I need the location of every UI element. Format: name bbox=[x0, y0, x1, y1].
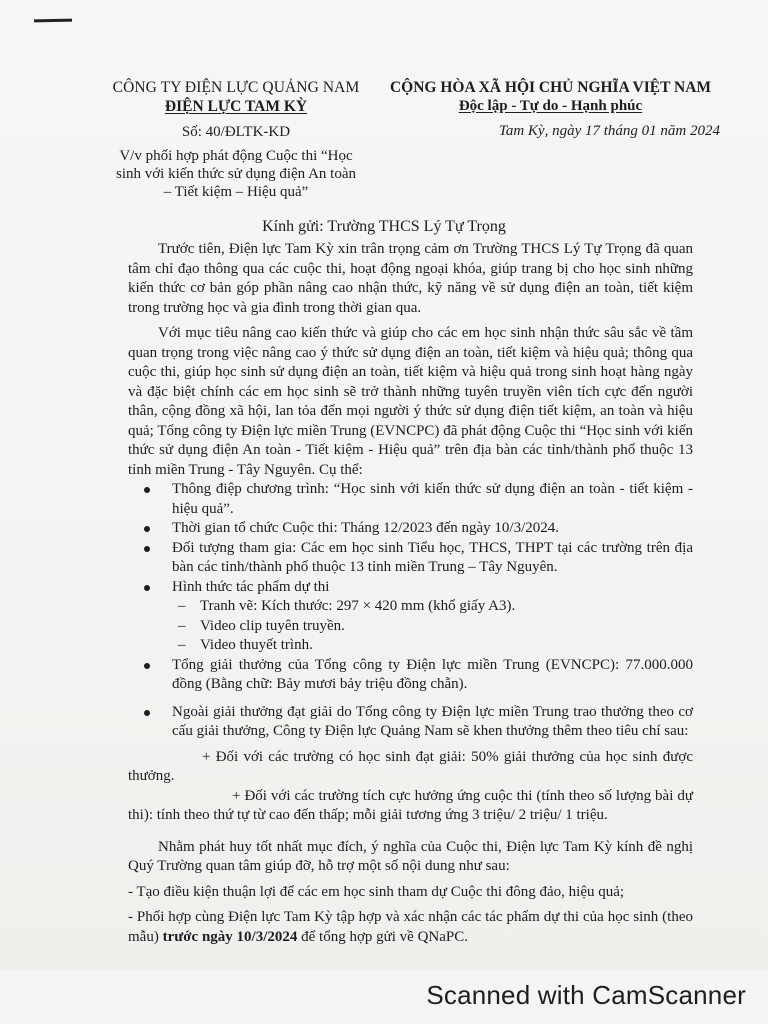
bullet-icon bbox=[144, 487, 150, 493]
bullet-time: Thời gian tổ chức Cuộc thi: Tháng 12/2023 đến ngày 10/3/2024. bbox=[172, 520, 559, 536]
closing-item-1: - Tạo điều kiện thuận lợi để các em học sinh tham dự Cuộc thi đông đảo, hiệu quả; bbox=[128, 883, 625, 900]
paragraph-thanks: Trước tiên, Điện lực Tam Kỳ xin trân trọng cảm ơn Trường THCS Lý Tự Trọng đã quan tâm chỉ đạo thông qua các cuộc thi, hoạt động ngoại khóa, giúp trang bị cho học sinh những kiến thức cơ bản góp phần nâng cao nhận thức, kỹ năng về sử dụng điện an toàn, tiết kiệm trong trường học và gia đình trong thời gian qua. bbox=[128, 241, 693, 316]
camscanner-watermark: Scanned with CamScanner bbox=[426, 980, 746, 1010]
criteria-participation: + Đối với các trường tích cực hưởng ứng cuộc thi (tính theo số lượng bài dự thi): tính theo thứ tự từ cao đến thấp; mỗi giải tương ứng 3 triệu/ 2 triệu/ 1 triệu. bbox=[128, 787, 693, 823]
bullet-icon bbox=[144, 710, 150, 716]
closing-item-2-text: - Phối hợp cùng Điện lực Tam Kỳ tập hợp và xác nhận các tác phẩm dự thi của học sinh (theo mẫu) bbox=[128, 909, 693, 945]
subject-line: sinh với kiến thức sử dụng điện An toàn bbox=[115, 166, 356, 182]
closing-item-2 bbox=[128, 908, 693, 947]
list-item bbox=[128, 578, 693, 598]
list-item: – Video thuyết trình. bbox=[128, 636, 693, 656]
criteria-winners: + Đối với các trường có học sinh đạt giải: 50% giải thưởng của học sinh được thưởng. bbox=[128, 748, 693, 784]
format-item: Tranh vẽ: Kích thước: 297 × 420 mm (khổ giấy A3). bbox=[200, 598, 516, 614]
subject-line: V/v phối hợp phát động Cuộc thi “Học bbox=[119, 148, 353, 164]
document-number: Số: 40/ĐLTK-KD bbox=[181, 124, 291, 140]
list-item bbox=[128, 539, 693, 578]
list-item bbox=[128, 703, 693, 742]
list-item: – Video clip tuyên truyền. bbox=[128, 617, 693, 637]
company-name: CÔNG TY ĐIỆN LỰC QUẢNG NAM bbox=[112, 79, 360, 96]
paragraph-purpose: Với mục tiêu nâng cao kiến thức và giúp cho các em học sinh nhận thức sâu sắc về tầm quan trọng trong việc nâng cao ý thức sử dụng điện an toàn, tiết kiệm và hiệu quả; thông qua cuộc thi, giúp học sinh sử dụng điện an toàn, tiết kiệm và hiệu quả trong sinh hoạt hàng ngày và đặc biệt chính các em học sinh sẽ trở thành những tuyên truyền viên tích cực đến người thân, cộng đồng xã hội, lan tỏa đến mọi người ý thức sử dụng điện tiết kiệm, an toàn và hiệu quả; Tổng công ty Điện lực miền Trung (EVNCPC) đã phát động Cuộc thi “Học sinh với kiến thức sử dụng điện An toàn - Tiết kiệm - Hiệu quả” trên địa bàn các tỉnh/thành phố thuộc 13 tỉnh miền Trung - Tây Nguyên. Cụ thể: bbox=[128, 325, 693, 478]
list-item bbox=[128, 519, 693, 539]
bullet-icon bbox=[144, 546, 150, 552]
branch-name: ĐIỆN LỰC TAM KỲ bbox=[164, 98, 308, 115]
bullet-icon bbox=[144, 663, 150, 669]
scan-mark bbox=[34, 19, 72, 23]
subject-line: – Tiết kiệm – Hiệu quả” bbox=[163, 184, 309, 200]
greeting: Kính gửi: Trường THCS Lý Tự Trọng bbox=[262, 218, 506, 235]
list-item: – Tranh vẽ: Kích thước: 297 × 420 mm (khổ giấy A3). bbox=[128, 597, 693, 617]
national-motto: Độc lập - Tự do - Hạnh phúc bbox=[458, 98, 643, 114]
format-item: Video clip tuyên truyền. bbox=[200, 617, 345, 634]
document-date: Tam Kỳ, ngày 17 tháng 01 năm 2024 bbox=[498, 123, 720, 139]
bullet-prize: Tổng giải thưởng của Tổng công ty Điện lực miền Trung (EVNCPC): 77.000.000 đồng (Bằng chữ: Bảy mươi bảy triệu đồng chẵn). bbox=[172, 656, 693, 692]
deadline: trước ngày 10/3/2024 bbox=[162, 928, 298, 945]
format-item: Video thuyết trình. bbox=[200, 637, 313, 653]
bullet-extra: Ngoài giải thưởng đạt giải do Tổng công ty Điện lực miền Trung trao thưởng theo cơ cấu giải thưởng, Công ty Điện lực Quảng Nam sẽ khen thưởng thêm theo tiêu chí sau: bbox=[172, 703, 693, 739]
list-item bbox=[128, 480, 693, 519]
document-subject bbox=[96, 147, 376, 201]
closing-request: Nhằm phát huy tốt nhất mục đích, ý nghĩa của Cuộc thi, Điện lực Tam Kỳ kính đề nghị Quý Trường quan tâm giúp đỡ, hỗ trợ một số nội dung như sau: bbox=[128, 838, 693, 874]
nation-title: CỘNG HÒA XÃ HỘI CHỦ NGHĨA VIỆT NAM bbox=[389, 79, 712, 96]
bullet-format: Hình thức tác phẩm dự thi bbox=[172, 578, 330, 595]
letter-body bbox=[128, 240, 693, 947]
issuer-block bbox=[96, 78, 376, 116]
contest-details bbox=[128, 480, 693, 597]
bullet-icon bbox=[144, 526, 150, 532]
bullet-message: Thông điệp chương trình: “Học sinh với kiến thức sử dụng điện an toàn - tiết kiệm - hiệu quả”. bbox=[172, 481, 693, 517]
national-header bbox=[378, 78, 723, 116]
list-item bbox=[128, 656, 693, 695]
bullet-participants: Đối tượng tham gia: Các em học sinh Tiểu học, THCS, THPT tại các trường trên địa bàn các tỉnh/thành phố thuộc 13 tỉnh miền Trung – Tây Nguyên. bbox=[172, 539, 693, 575]
bullet-icon bbox=[144, 585, 150, 591]
closing-item-2-tail: để tổng hợp gửi về QNaPC. bbox=[297, 928, 469, 945]
format-list bbox=[128, 597, 693, 656]
prize-details bbox=[128, 656, 693, 742]
